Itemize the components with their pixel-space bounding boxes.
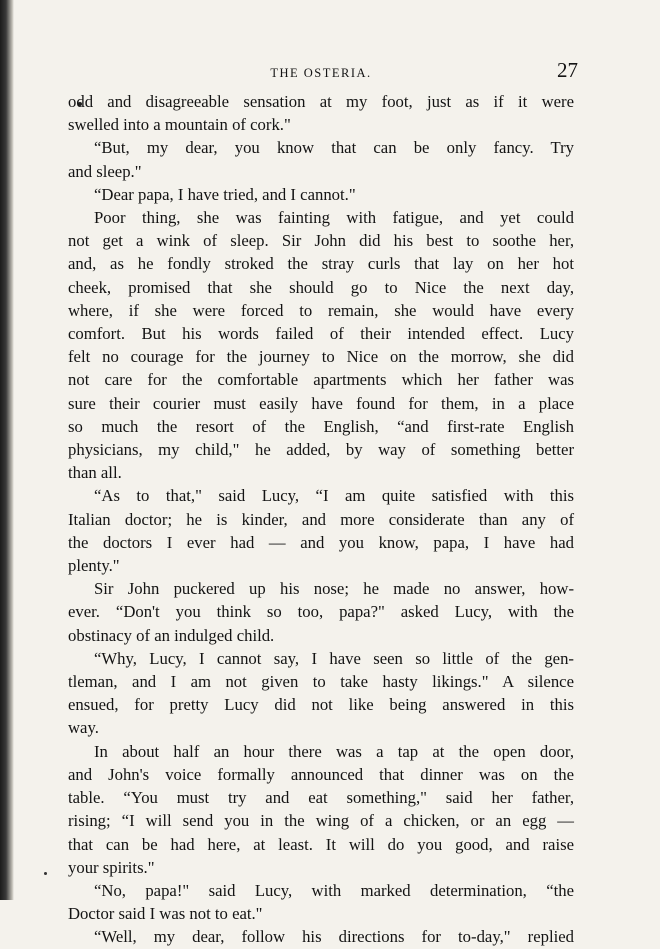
- text-line: ensued, for pretty Lucy did not like being answered in this: [68, 695, 574, 715]
- text-line: comfort. But his words failed of their intended effect. Lucy: [68, 324, 574, 344]
- text-line: so much the resort of the English, “and first-rate English: [68, 416, 574, 436]
- text-line: that can be had here, at least. It will do you good, and raise: [68, 834, 574, 854]
- text-line: Poor thing, she was fainting with fatigue, and yet could: [94, 208, 574, 228]
- text-line: obstinacy of an indulged child.: [68, 625, 275, 645]
- text-line: rising; “I will send you in the wing of a chicken, or an egg —: [68, 811, 574, 831]
- text-line: “As to that," said Lucy, “I am quite satisfied with this: [94, 486, 574, 506]
- text-line: Sir John puckered up his nose; he made no answer, how-: [94, 579, 574, 599]
- text-line: ever. “Don't you think so too, papa?" asked Lucy, with the: [68, 602, 574, 622]
- text-line: than all.: [68, 463, 122, 483]
- text-line: odd and disagreeable sensation at my foot, just as if it were: [68, 92, 574, 111]
- book-binding-edge: [0, 0, 14, 900]
- text-line: “Why, Lucy, I cannot say, I have seen so little of the gen-: [94, 648, 574, 668]
- text-line: and, as he fondly stroked the stray curls that lay on her hot: [68, 254, 574, 274]
- text-line: plenty.": [68, 556, 120, 576]
- text-line: cheek, promised that she should go to Nice the next day,: [68, 277, 574, 297]
- text-line: your spirits.": [68, 857, 155, 877]
- text-line: physicians, my child," he added, by way of something better: [68, 440, 574, 460]
- text-line: tleman, and I am not given to take hasty likings." A silence: [68, 672, 574, 692]
- text-line: the doctors I ever had — and you know, papa, I have had: [68, 532, 574, 552]
- text-line: sure their courier must easily have found for them, in a place: [68, 393, 574, 413]
- body-text: [68, 90, 574, 949]
- text-line: not get a wink of sleep. Sir John did his best to soothe her,: [68, 231, 574, 251]
- text-line: way.: [68, 718, 99, 738]
- text-line: In about half an hour there was a tap at the open door,: [94, 741, 574, 761]
- running-title: THE OSTERIA.: [270, 66, 372, 80]
- text-line: and John's voice formally announced that dinner was on the: [68, 764, 574, 784]
- running-head: [68, 56, 578, 90]
- text-line: “Dear papa, I have tried, and I cannot.": [94, 184, 356, 204]
- text-line: “But, my dear, you know that can be only fancy. Try: [94, 138, 574, 158]
- text-line: “No, papa!" said Lucy, with marked determination, “the: [94, 880, 574, 900]
- ink-speck: [44, 872, 47, 875]
- text-line: Italian doctor; he is kinder, and more considerate than any of: [68, 509, 574, 529]
- text-line: Doctor said I was not to eat.": [68, 904, 263, 924]
- text-line: “Well, my dear, follow his directions for to-day," replied: [94, 927, 574, 947]
- text-line: felt no courage for the journey to Nice on the morrow, she did: [68, 347, 574, 367]
- text-line: not care for the comfortable apartments which her father was: [68, 370, 574, 390]
- text-line: table. “You must try and eat something," said her father,: [68, 788, 574, 808]
- book-page: [68, 56, 578, 949]
- text-line: where, if she were forced to remain, she would have every: [68, 300, 574, 320]
- text-line: and sleep.": [68, 161, 142, 181]
- text-line: swelled into a mountain of cork.": [68, 115, 291, 135]
- page-number: 27: [557, 58, 578, 82]
